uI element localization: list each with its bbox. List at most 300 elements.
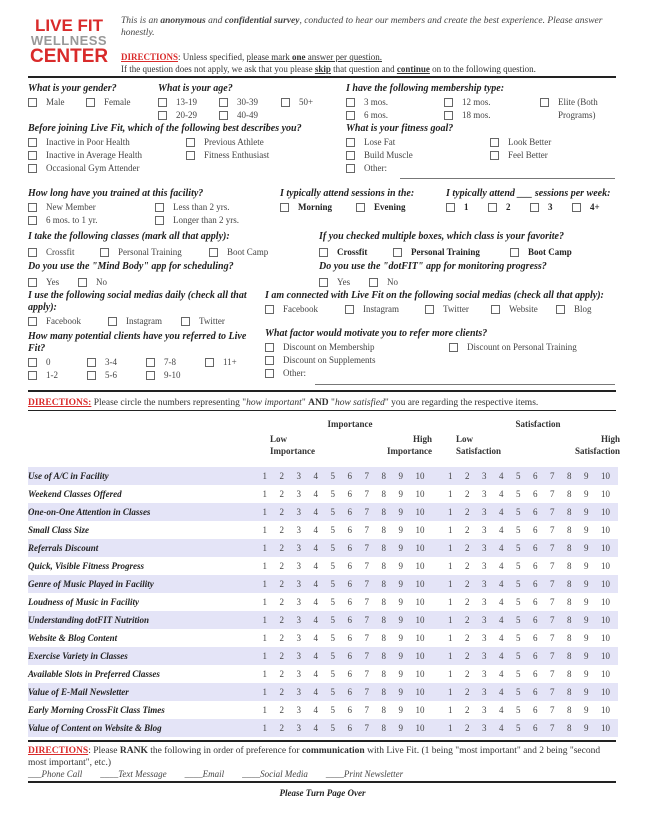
satisfaction-rating-6[interactable]: 6: [533, 633, 538, 643]
checkbox-icon[interactable]: [28, 216, 37, 225]
rank-text-message[interactable]: ____Text Message: [100, 769, 167, 779]
checkbox-icon[interactable]: [78, 278, 87, 287]
checkbox-icon[interactable]: [510, 248, 519, 257]
satisfaction-rating-1[interactable]: 1: [448, 687, 453, 697]
checkbox-icon[interactable]: [155, 203, 164, 212]
importance-rating-4[interactable]: 4: [313, 489, 318, 499]
importance-rating-9[interactable]: 9: [398, 579, 403, 589]
satisfaction-rating-9[interactable]: 9: [584, 525, 589, 535]
satisfaction-rating-6[interactable]: 6: [533, 705, 538, 715]
satisfaction-rating-1[interactable]: 1: [448, 507, 453, 517]
checkbox-icon[interactable]: [393, 248, 402, 257]
importance-rating-9[interactable]: 9: [398, 687, 403, 697]
satisfaction-rating-2[interactable]: 2: [465, 507, 470, 517]
satisfaction-rating-9[interactable]: 9: [584, 723, 589, 733]
checkbox-icon[interactable]: [186, 151, 195, 160]
satisfaction-rating-4[interactable]: 4: [499, 687, 504, 697]
importance-rating-7[interactable]: 7: [364, 489, 369, 499]
checkbox-option[interactable]: [219, 96, 281, 109]
importance-rating-5[interactable]: 5: [330, 705, 335, 715]
checkbox-icon[interactable]: [108, 317, 117, 326]
satisfaction-rating-5[interactable]: 5: [516, 651, 521, 661]
satisfaction-rating-5[interactable]: 5: [516, 543, 521, 553]
satisfaction-rating-4[interactable]: 4: [499, 579, 504, 589]
checkbox-icon[interactable]: [87, 358, 96, 367]
satisfaction-rating-2[interactable]: 2: [465, 705, 470, 715]
importance-rating-9[interactable]: 9: [398, 633, 403, 643]
checkbox-option[interactable]: [346, 149, 490, 162]
importance-rating-9[interactable]: 9: [398, 597, 403, 607]
checkbox-icon[interactable]: [556, 305, 565, 314]
satisfaction-rating-3[interactable]: 3: [482, 651, 487, 661]
satisfaction-rating-3[interactable]: 3: [482, 597, 487, 607]
importance-rating-8[interactable]: 8: [381, 507, 386, 517]
checkbox-icon[interactable]: [86, 98, 95, 107]
satisfaction-rating-4[interactable]: 4: [499, 615, 504, 625]
importance-rating-4[interactable]: 4: [313, 471, 318, 481]
satisfaction-rating-1[interactable]: 1: [448, 669, 453, 679]
importance-rating-6[interactable]: 6: [347, 471, 352, 481]
importance-rating-6[interactable]: 6: [347, 687, 352, 697]
importance-rating-4[interactable]: 4: [313, 705, 318, 715]
satisfaction-rating-2[interactable]: 2: [465, 597, 470, 607]
importance-rating-4[interactable]: 4: [313, 633, 318, 643]
satisfaction-rating-8[interactable]: 8: [567, 705, 572, 715]
checkbox-option[interactable]: [510, 246, 610, 259]
importance-rating-5[interactable]: 5: [330, 489, 335, 499]
checkbox-icon[interactable]: [219, 111, 228, 120]
satisfaction-rating-8[interactable]: 8: [567, 651, 572, 661]
checkbox-icon[interactable]: [346, 164, 355, 173]
satisfaction-rating-5[interactable]: 5: [516, 525, 521, 535]
checkbox-option[interactable]: [446, 201, 488, 214]
importance-rating-6[interactable]: 6: [347, 525, 352, 535]
importance-rating-2[interactable]: 2: [279, 651, 284, 661]
satisfaction-rating-10[interactable]: 10: [601, 705, 610, 715]
satisfaction-rating-1[interactable]: 1: [448, 723, 453, 733]
satisfaction-rating-4[interactable]: 4: [499, 633, 504, 643]
checkbox-icon[interactable]: [100, 248, 109, 257]
importance-rating-3[interactable]: 3: [296, 633, 301, 643]
satisfaction-rating-5[interactable]: 5: [516, 705, 521, 715]
importance-rating-10[interactable]: 10: [415, 723, 425, 733]
importance-rating-4[interactable]: 4: [313, 651, 318, 661]
importance-rating-5[interactable]: 5: [330, 507, 335, 517]
checkbox-option[interactable]: [346, 109, 444, 122]
importance-rating-2[interactable]: 2: [279, 543, 284, 553]
importance-rating-2[interactable]: 2: [279, 669, 284, 679]
satisfaction-rating-9[interactable]: 9: [584, 561, 589, 571]
importance-rating-2[interactable]: 2: [279, 687, 284, 697]
importance-rating-5[interactable]: 5: [330, 579, 335, 589]
checkbox-option[interactable]: [345, 303, 425, 316]
importance-rating-1[interactable]: 1: [262, 633, 267, 643]
satisfaction-rating-4[interactable]: 4: [499, 669, 504, 679]
importance-rating-4[interactable]: 4: [313, 525, 318, 535]
importance-rating-10[interactable]: 10: [415, 579, 425, 589]
satisfaction-rating-10[interactable]: 10: [601, 579, 610, 589]
satisfaction-rating-6[interactable]: 6: [533, 471, 538, 481]
satisfaction-rating-5[interactable]: 5: [516, 723, 521, 733]
importance-rating-1[interactable]: 1: [262, 705, 267, 715]
satisfaction-rating-8[interactable]: 8: [567, 579, 572, 589]
satisfaction-rating-9[interactable]: 9: [584, 471, 589, 481]
importance-rating-2[interactable]: 2: [279, 723, 284, 733]
importance-rating-7[interactable]: 7: [364, 525, 369, 535]
checkbox-option[interactable]: [265, 303, 345, 316]
checkbox-option[interactable]: [490, 136, 618, 149]
checkbox-icon[interactable]: [28, 138, 37, 147]
satisfaction-rating-8[interactable]: 8: [567, 723, 572, 733]
importance-rating-1[interactable]: 1: [262, 669, 267, 679]
satisfaction-rating-7[interactable]: 7: [550, 561, 555, 571]
checkbox-option[interactable]: [86, 96, 146, 109]
importance-rating-3[interactable]: 3: [296, 723, 301, 733]
satisfaction-rating-10[interactable]: 10: [601, 687, 610, 697]
importance-rating-5[interactable]: 5: [330, 669, 335, 679]
satisfaction-rating-10[interactable]: 10: [601, 651, 610, 661]
satisfaction-rating-10[interactable]: 10: [601, 597, 610, 607]
checkbox-option[interactable]: [449, 341, 619, 354]
satisfaction-rating-5[interactable]: 5: [516, 615, 521, 625]
checkbox-option[interactable]: [146, 356, 205, 369]
checkbox-icon[interactable]: [265, 305, 274, 314]
satisfaction-rating-5[interactable]: 5: [516, 561, 521, 571]
checkbox-icon[interactable]: [281, 98, 290, 107]
checkbox-option[interactable]: [319, 246, 393, 259]
importance-rating-6[interactable]: 6: [347, 507, 352, 517]
importance-rating-5[interactable]: 5: [330, 723, 335, 733]
checkbox-option[interactable]: [28, 276, 78, 289]
importance-rating-1[interactable]: 1: [262, 543, 267, 553]
satisfaction-rating-6[interactable]: 6: [533, 579, 538, 589]
checkbox-icon[interactable]: [319, 248, 328, 257]
importance-rating-7[interactable]: 7: [364, 669, 369, 679]
importance-rating-6[interactable]: 6: [347, 579, 352, 589]
satisfaction-rating-7[interactable]: 7: [550, 471, 555, 481]
importance-rating-9[interactable]: 9: [398, 651, 403, 661]
importance-rating-2[interactable]: 2: [279, 597, 284, 607]
importance-rating-5[interactable]: 5: [330, 687, 335, 697]
satisfaction-rating-3[interactable]: 3: [482, 489, 487, 499]
satisfaction-rating-7[interactable]: 7: [550, 633, 555, 643]
importance-rating-8[interactable]: 8: [381, 471, 386, 481]
satisfaction-rating-2[interactable]: 2: [465, 489, 470, 499]
satisfaction-rating-7[interactable]: 7: [550, 489, 555, 499]
other-line[interactable]: [315, 384, 615, 385]
checkbox-icon[interactable]: [28, 358, 37, 367]
satisfaction-rating-3[interactable]: 3: [482, 471, 487, 481]
checkbox-option[interactable]: [209, 246, 309, 259]
importance-rating-6[interactable]: 6: [347, 651, 352, 661]
satisfaction-rating-8[interactable]: 8: [567, 633, 572, 643]
checkbox-option[interactable]: [444, 96, 540, 109]
checkbox-icon[interactable]: [265, 343, 274, 352]
satisfaction-rating-2[interactable]: 2: [465, 687, 470, 697]
importance-rating-3[interactable]: 3: [296, 615, 301, 625]
importance-rating-8[interactable]: 8: [381, 489, 386, 499]
satisfaction-rating-10[interactable]: 10: [601, 525, 610, 535]
importance-rating-4[interactable]: 4: [313, 615, 318, 625]
checkbox-icon[interactable]: [444, 98, 453, 107]
satisfaction-rating-3[interactable]: 3: [482, 561, 487, 571]
importance-rating-4[interactable]: 4: [313, 597, 318, 607]
checkbox-icon[interactable]: [446, 203, 455, 212]
importance-rating-10[interactable]: 10: [415, 525, 425, 535]
importance-rating-8[interactable]: 8: [381, 705, 386, 715]
checkbox-icon[interactable]: [572, 203, 581, 212]
importance-rating-2[interactable]: 2: [279, 579, 284, 589]
importance-rating-7[interactable]: 7: [364, 579, 369, 589]
importance-rating-9[interactable]: 9: [398, 489, 403, 499]
importance-rating-9[interactable]: 9: [398, 471, 403, 481]
importance-rating-3[interactable]: 3: [296, 705, 301, 715]
checkbox-icon[interactable]: [488, 203, 497, 212]
satisfaction-rating-10[interactable]: 10: [601, 615, 610, 625]
importance-rating-8[interactable]: 8: [381, 579, 386, 589]
satisfaction-rating-1[interactable]: 1: [448, 579, 453, 589]
checkbox-option[interactable]: [87, 369, 146, 382]
importance-rating-9[interactable]: 9: [398, 543, 403, 553]
satisfaction-rating-4[interactable]: 4: [499, 723, 504, 733]
importance-rating-1[interactable]: 1: [262, 471, 267, 481]
satisfaction-rating-6[interactable]: 6: [533, 525, 538, 535]
importance-rating-2[interactable]: 2: [279, 615, 284, 625]
importance-rating-7[interactable]: 7: [364, 561, 369, 571]
satisfaction-rating-4[interactable]: 4: [499, 597, 504, 607]
importance-rating-9[interactable]: 9: [398, 507, 403, 517]
importance-rating-6[interactable]: 6: [347, 561, 352, 571]
satisfaction-rating-9[interactable]: 9: [584, 507, 589, 517]
satisfaction-rating-8[interactable]: 8: [567, 471, 572, 481]
importance-rating-10[interactable]: 10: [415, 543, 425, 553]
satisfaction-rating-8[interactable]: 8: [567, 525, 572, 535]
satisfaction-rating-2[interactable]: 2: [465, 543, 470, 553]
checkbox-icon[interactable]: [444, 111, 453, 120]
checkbox-icon[interactable]: [369, 278, 378, 287]
checkbox-option[interactable]: [265, 367, 449, 380]
satisfaction-rating-4[interactable]: 4: [499, 705, 504, 715]
satisfaction-rating-6[interactable]: 6: [533, 543, 538, 553]
checkbox-icon[interactable]: [490, 151, 499, 160]
satisfaction-rating-6[interactable]: 6: [533, 597, 538, 607]
importance-rating-9[interactable]: 9: [398, 615, 403, 625]
satisfaction-rating-9[interactable]: 9: [584, 651, 589, 661]
importance-rating-10[interactable]: 10: [415, 615, 425, 625]
satisfaction-rating-10[interactable]: 10: [601, 561, 610, 571]
checkbox-icon[interactable]: [490, 138, 499, 147]
satisfaction-rating-7[interactable]: 7: [550, 651, 555, 661]
checkbox-option[interactable]: [488, 201, 530, 214]
importance-rating-3[interactable]: 3: [296, 561, 301, 571]
checkbox-option[interactable]: [540, 96, 618, 109]
importance-rating-1[interactable]: 1: [262, 561, 267, 571]
satisfaction-rating-5[interactable]: 5: [516, 507, 521, 517]
checkbox-option[interactable]: [155, 201, 278, 214]
checkbox-option[interactable]: [265, 354, 449, 367]
satisfaction-rating-10[interactable]: 10: [601, 489, 610, 499]
satisfaction-rating-3[interactable]: 3: [482, 687, 487, 697]
importance-rating-5[interactable]: 5: [330, 651, 335, 661]
satisfaction-rating-10[interactable]: 10: [601, 471, 610, 481]
satisfaction-rating-9[interactable]: 9: [584, 489, 589, 499]
satisfaction-rating-9[interactable]: 9: [584, 543, 589, 553]
satisfaction-rating-1[interactable]: 1: [448, 471, 453, 481]
satisfaction-rating-7[interactable]: 7: [550, 669, 555, 679]
importance-rating-4[interactable]: 4: [313, 669, 318, 679]
importance-rating-1[interactable]: 1: [262, 615, 267, 625]
satisfaction-rating-1[interactable]: 1: [448, 489, 453, 499]
importance-rating-10[interactable]: 10: [415, 633, 425, 643]
checkbox-icon[interactable]: [265, 369, 274, 378]
satisfaction-rating-9[interactable]: 9: [584, 579, 589, 589]
checkbox-icon[interactable]: [28, 278, 37, 287]
satisfaction-rating-8[interactable]: 8: [567, 489, 572, 499]
checkbox-option[interactable]: [78, 276, 128, 289]
importance-rating-1[interactable]: 1: [262, 597, 267, 607]
satisfaction-rating-1[interactable]: 1: [448, 633, 453, 643]
importance-rating-3[interactable]: 3: [296, 489, 301, 499]
importance-rating-7[interactable]: 7: [364, 597, 369, 607]
checkbox-option[interactable]: [28, 96, 86, 109]
importance-rating-6[interactable]: 6: [347, 597, 352, 607]
satisfaction-rating-10[interactable]: 10: [601, 669, 610, 679]
importance-rating-8[interactable]: 8: [381, 669, 386, 679]
importance-rating-3[interactable]: 3: [296, 579, 301, 589]
importance-rating-7[interactable]: 7: [364, 507, 369, 517]
checkbox-option[interactable]: [155, 214, 278, 227]
satisfaction-rating-3[interactable]: 3: [482, 543, 487, 553]
satisfaction-rating-9[interactable]: 9: [584, 669, 589, 679]
importance-rating-9[interactable]: 9: [398, 723, 403, 733]
importance-rating-1[interactable]: 1: [262, 525, 267, 535]
satisfaction-rating-4[interactable]: 4: [499, 543, 504, 553]
importance-rating-4[interactable]: 4: [313, 543, 318, 553]
satisfaction-rating-4[interactable]: 4: [499, 471, 504, 481]
checkbox-option[interactable]: [393, 246, 510, 259]
checkbox-icon[interactable]: [158, 98, 167, 107]
satisfaction-rating-3[interactable]: 3: [482, 579, 487, 589]
checkbox-icon[interactable]: [491, 305, 500, 314]
importance-rating-3[interactable]: 3: [296, 651, 301, 661]
checkbox-icon[interactable]: [158, 111, 167, 120]
importance-rating-10[interactable]: 10: [415, 705, 425, 715]
satisfaction-rating-7[interactable]: 7: [550, 615, 555, 625]
checkbox-option[interactable]: [491, 303, 556, 316]
checkbox-option[interactable]: [369, 276, 419, 289]
satisfaction-rating-3[interactable]: 3: [482, 615, 487, 625]
importance-rating-2[interactable]: 2: [279, 525, 284, 535]
rank-social-media[interactable]: ____Social Media: [242, 769, 308, 779]
satisfaction-rating-5[interactable]: 5: [516, 687, 521, 697]
checkbox-option[interactable]: [540, 109, 618, 122]
checkbox-option[interactable]: [346, 162, 490, 175]
satisfaction-rating-6[interactable]: 6: [533, 723, 538, 733]
importance-rating-4[interactable]: 4: [313, 723, 318, 733]
satisfaction-rating-8[interactable]: 8: [567, 543, 572, 553]
satisfaction-rating-8[interactable]: 8: [567, 507, 572, 517]
checkbox-option[interactable]: [356, 201, 426, 214]
checkbox-option[interactable]: [146, 369, 205, 382]
importance-rating-1[interactable]: 1: [262, 507, 267, 517]
satisfaction-rating-2[interactable]: 2: [465, 579, 470, 589]
checkbox-icon[interactable]: [219, 98, 228, 107]
importance-rating-5[interactable]: 5: [330, 543, 335, 553]
importance-rating-4[interactable]: 4: [313, 579, 318, 589]
importance-rating-3[interactable]: 3: [296, 597, 301, 607]
importance-rating-8[interactable]: 8: [381, 597, 386, 607]
importance-rating-10[interactable]: 10: [415, 471, 425, 481]
checkbox-option[interactable]: [425, 303, 491, 316]
satisfaction-rating-7[interactable]: 7: [550, 597, 555, 607]
checkbox-icon[interactable]: [356, 203, 365, 212]
satisfaction-rating-6[interactable]: 6: [533, 615, 538, 625]
satisfaction-rating-1[interactable]: 1: [448, 705, 453, 715]
importance-rating-2[interactable]: 2: [279, 633, 284, 643]
checkbox-icon[interactable]: [155, 216, 164, 225]
satisfaction-rating-5[interactable]: 5: [516, 579, 521, 589]
satisfaction-rating-2[interactable]: 2: [465, 525, 470, 535]
checkbox-icon[interactable]: [319, 278, 328, 287]
importance-rating-3[interactable]: 3: [296, 543, 301, 553]
checkbox-option[interactable]: [28, 149, 186, 162]
checkbox-icon[interactable]: [530, 203, 539, 212]
importance-rating-6[interactable]: 6: [347, 633, 352, 643]
satisfaction-rating-1[interactable]: 1: [448, 561, 453, 571]
importance-rating-2[interactable]: 2: [279, 705, 284, 715]
importance-rating-10[interactable]: 10: [415, 669, 425, 679]
importance-rating-10[interactable]: 10: [415, 651, 425, 661]
importance-rating-8[interactable]: 8: [381, 651, 386, 661]
satisfaction-rating-3[interactable]: 3: [482, 525, 487, 535]
importance-rating-7[interactable]: 7: [364, 471, 369, 481]
importance-rating-10[interactable]: 10: [415, 597, 425, 607]
importance-rating-8[interactable]: 8: [381, 687, 386, 697]
satisfaction-rating-7[interactable]: 7: [550, 705, 555, 715]
importance-rating-6[interactable]: 6: [347, 543, 352, 553]
satisfaction-rating-9[interactable]: 9: [584, 687, 589, 697]
checkbox-option[interactable]: [444, 109, 540, 122]
importance-rating-3[interactable]: 3: [296, 471, 301, 481]
satisfaction-rating-5[interactable]: 5: [516, 489, 521, 499]
importance-rating-2[interactable]: 2: [279, 471, 284, 481]
satisfaction-rating-7[interactable]: 7: [550, 687, 555, 697]
checkbox-option[interactable]: [186, 149, 326, 162]
satisfaction-rating-5[interactable]: 5: [516, 669, 521, 679]
importance-rating-8[interactable]: 8: [381, 633, 386, 643]
importance-rating-5[interactable]: 5: [330, 633, 335, 643]
satisfaction-rating-2[interactable]: 2: [465, 723, 470, 733]
importance-rating-7[interactable]: 7: [364, 543, 369, 553]
satisfaction-rating-4[interactable]: 4: [499, 561, 504, 571]
importance-rating-2[interactable]: 2: [279, 561, 284, 571]
other-line[interactable]: [400, 178, 615, 179]
satisfaction-rating-6[interactable]: 6: [533, 687, 538, 697]
satisfaction-rating-7[interactable]: 7: [550, 723, 555, 733]
checkbox-option[interactable]: [219, 109, 281, 122]
satisfaction-rating-2[interactable]: 2: [465, 633, 470, 643]
importance-rating-2[interactable]: 2: [279, 489, 284, 499]
importance-rating-7[interactable]: 7: [364, 615, 369, 625]
satisfaction-rating-2[interactable]: 2: [465, 561, 470, 571]
importance-rating-8[interactable]: 8: [381, 723, 386, 733]
importance-rating-6[interactable]: 6: [347, 723, 352, 733]
rank-print-newsletter[interactable]: ____Print Newsletter: [325, 769, 404, 779]
checkbox-option[interactable]: [556, 303, 616, 316]
importance-rating-10[interactable]: 10: [415, 489, 425, 499]
satisfaction-rating-3[interactable]: 3: [482, 633, 487, 643]
importance-rating-3[interactable]: 3: [296, 687, 301, 697]
